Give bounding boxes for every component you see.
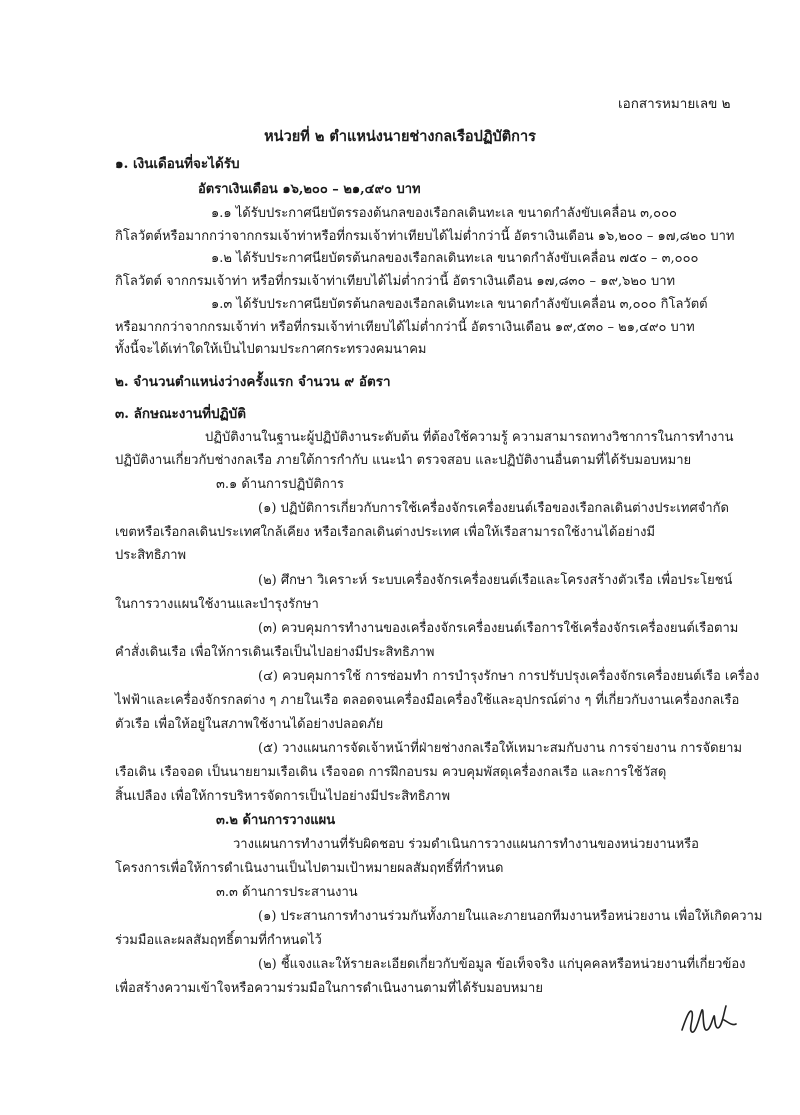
item-1-2-line-2: กิโลวัตต์ จากกรมเจ้าท่า หรือที่กรมเจ้าท่าเทียบได้ไม่ต่ำกว่านี้ อัตราเงินเดือน ๑๗,๘๓๐ – ๑๙,๖๒๐ บาท [115,274,676,289]
salary-rate: อัตราเงินเดือน ๑๖,๒๐๐ – ๒๑,๔๙๐ บาท [198,182,421,197]
item-3-3-1-line-2: ร่วมมือและผลสัมฤทธิ์ตามที่กำหนดไว้ [115,933,322,948]
item-3-1-1-line-1: (๑) ปฏิบัติการเกี่ยวกับการใช้เครื่องจักรเครื่องยนต์เรือของเรือกลเดินต่างประเทศจำกัด [258,501,729,516]
subsection-3-2-heading: ๓.๒ ด้านการวางแผน [216,813,336,828]
item-3-3-2-line-2: เพื่อสร้างความเข้าใจหรือความร่วมมือในการดำเนินงานตามที่ได้รับมอบหมาย [115,981,543,996]
section-3-heading: ๓. ลักษณะงานที่ปฏิบัติ [115,406,247,422]
signature-mark [678,1000,738,1040]
item-3-1-2-line-2: ในการวางแผนใช้งานและบำรุงรักษา [115,597,319,612]
item-1-3-line-3: ทั้งนี้จะได้เท่าใดให้เป็นไปตามประกาศกระทรวงคมนาคม [115,342,427,357]
item-3-1-4-line-3: ตัวเรือ เพื่อให้อยู่ในสภาพใช้งานได้อย่างปลอดภัย [115,717,384,732]
item-3-1-5-line-2: เรือเดิน เรือจอด เป็นนายยามเรือเดิน เรือจอด การฝึกอบรม ควบคุมพัสดุเครื่องกลเรือ และการใช้วัสดุ [115,765,667,780]
item-3-3-2-line-1: (๒) ชี้แจงและให้รายละเอียดเกี่ยวกับข้อมูล ข้อเท็จจริง แก่บุคคลหรือหน่วยงานที่เกี่ยวข้อง [258,957,746,972]
item-3-1-3-line-2: คำสั่งเดินเรือ เพื่อให้การเดินเรือเป็นไปอย่างมีประสิทธิภาพ [115,645,435,660]
item-1-3-line-2: หรือมากกว่าจากกรมเจ้าท่า หรือที่กรมเจ้าท่าเทียบได้ไม่ต่ำกว่านี้ อัตราเงินเดือน ๑๙,๕๓๐ – ๒๑,๔๙๐ บาท [115,320,695,335]
section-3-intro-line-2: ปฏิบัติงานเกี่ยวกับช่างกลเรือ ภายใต้การกำกับ แนะนำ ตรวจสอบ และปฏิบัติงานอื่นตามที่ได้รับมอบหมาย [115,453,692,468]
section-2-heading: ๒. จำนวนตำแหน่งว่างครั้งแรก จำนวน ๙ อัตรา [115,374,391,390]
item-1-2-line-1: ๑.๒ ได้รับประกาศนียบัตรต้นกลของเรือกลเดินทะเล ขนาดกำลังขับเคลื่อน ๗๕๐ – ๓,๐๐๐ [211,251,699,266]
item-3-2-line-1: วางแผนการทำงานที่รับผิดชอบ ร่วมดำเนินการวางแผนการทำงานของหน่วยงานหรือ [233,837,699,852]
item-3-1-2-line-1: (๒) ศึกษา วิเคราะห์ ระบบเครื่องจักรเครื่องยนต์เรือและโครงสร้างตัวเรือ เพื่อประโยชน์ [258,573,733,588]
subsection-3-3-heading: ๓.๓ ด้านการประสานงาน [216,885,358,900]
item-3-3-1-line-1: (๑) ประสานการทำงานร่วมกันทั้งภายในและภายนอกทีมงานหรือหน่วยงาน เพื่อให้เกิดความ [258,909,763,924]
item-1-3-line-1: ๑.๓ ได้รับประกาศนียบัตรต้นกลของเรือกลเดินทะเล ขนาดกำลังขับเคลื่อน ๓,๐๐๐ กิโลวัตต์ [211,297,708,312]
item-3-1-4-line-2: ไฟฟ้าและเครื่องจักรกลต่าง ๆ ภายในเรือ ตลอดจนเครื่องมือเครื่องใช้และอุปกรณ์ต่าง ๆ ที่เกี่ยวกับงานเครื่องกลเรือ [115,693,740,708]
item-3-1-1-line-3: ประสิทธิภาพ [115,548,187,563]
item-3-1-5-line-3: สิ้นเปลือง เพื่อให้การบริหารจัดการเป็นไปอย่างมีประสิทธิภาพ [115,789,451,804]
document-number: เอกสารหมายเลข ๒ [618,96,731,112]
item-3-1-5-line-1: (๕) วางแผนการจัดเจ้าหน้าที่ฝ่ายช่างกลเรือให้เหมาะสมกับงาน การจ่ายงาน การจัดยาม [258,741,743,756]
item-3-1-1-line-2: เขตหรือเรือกลเดินประเทศใกล้เคียง หรือเรือกลเดินต่างประเทศ เพื่อให้เรือสามารถใช้งานได้อย่างมี [115,525,656,540]
item-1-1-line-2: กิโลวัตต์หรือมากกว่าจากกรมเจ้าท่าหรือที่กรมเจ้าท่าเทียบได้ไม่ต่ำกว่านี้ อัตราเงินเดือน ๑๖,๒๐๐ – ๑๗,๘๒๐ บาท [115,229,735,244]
page-title: หน่วยที่ ๒ ตำแหน่งนายช่างกลเรือปฏิบัติการ [264,128,536,145]
section-1-heading: ๑. เงินเดือนที่จะได้รับ [115,156,240,172]
subsection-3-1-heading: ๓.๑ ด้านการปฏิบัติการ [216,477,345,492]
item-1-1-line-1: ๑.๑ ได้รับประกาศนียบัตรรองต้นกลของเรือกลเดินทะเล ขนาดกำลังขับเคลื่อน ๓,๐๐๐ [211,206,677,221]
item-3-2-line-2: โครงการเพื่อให้การดำเนินงานเป็นไปตามเป้าหมายผลสัมฤทธิ์ที่กำหนด [115,861,504,876]
section-3-intro-line-1: ปฏิบัติงานในฐานะผู้ปฏิบัติงานระดับต้น ที่ต้องใช้ความรู้ ความสามารถทางวิชาการในการทำงาน [205,430,734,445]
item-3-1-4-line-1: (๔) ควบคุมการใช้ การซ่อมทำ การบำรุงรักษา การปรับปรุงเครื่องจักรเครื่องยนต์เรือ เครื่อง [258,669,760,684]
item-3-1-3-line-1: (๓) ควบคุมการทำงานของเครื่องจักรเครื่องยนต์เรือการใช้เครื่องจักรเครื่องยนต์เรือตาม [258,621,739,636]
